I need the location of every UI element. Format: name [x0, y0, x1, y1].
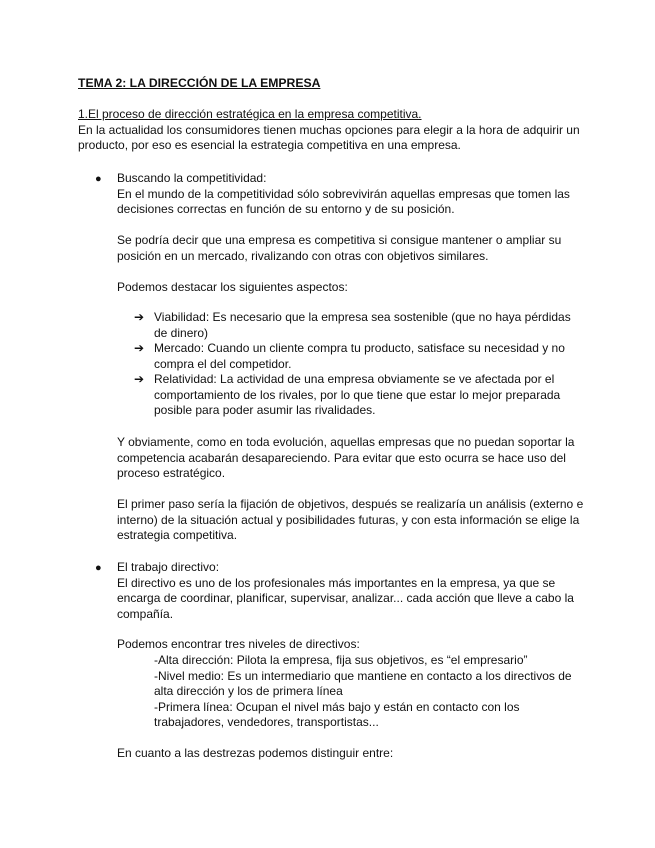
- section-1: [78, 107, 598, 154]
- bullet-trabajo-directivo: [117, 560, 587, 622]
- bullet-label: El trabajo directivo:: [117, 560, 220, 574]
- list-item: [134, 341, 574, 372]
- arrow-icon: ➔: [134, 310, 145, 324]
- list-item: -Primera línea: Ocupan el nivel más bajo y están en contacto con los trabajadores, vendedores, transportistas...: [154, 699, 520, 729]
- list-item-text: Relatividad: La actividad de una empresa obviamente se ve afectada por el comportamiento de los rivales, por lo que tiene que estar lo mejor preparada posible para poder asumir las rivalidades.: [154, 372, 561, 417]
- paragraph: Y obviamente, como en toda evolución, aquellas empresas que no puedan soportar la competencia acabarán desapareciendo. Para evitar que esto ocurra se hace uso del proceso estratégico.: [117, 435, 575, 480]
- section-heading: 1.El proceso de dirección estratégica en la empresa competitiva.: [78, 107, 422, 121]
- paragraph: El primer paso sería la fijación de objetivos, después se realizaría un análisis (externo e interno) de la situación actual y posibilidades futuras, y con esta información se elige la estrategia competitiva.: [117, 497, 584, 542]
- list-item: -Alta dirección: Pilota la empresa, fija sus objetivos, es “el empresario”: [154, 653, 528, 667]
- bullet-marker: ●: [95, 562, 102, 574]
- list-item-text: Mercado: Cuando un cliente compra tu producto, satisface su necesidad y no compra el del competidor.: [154, 341, 565, 371]
- bullet-text: El directivo es uno de los profesionales más importantes en la empresa, ya que se encarga de coordinar, planificar, supervisar, analizar... cada acción que lleve a cabo la compañía.: [117, 575, 574, 621]
- list-item: [134, 372, 574, 419]
- arrow-icon: ➔: [134, 341, 145, 355]
- page-title: TEMA 2: LA DIRECCIÓN DE LA EMPRESA: [78, 76, 321, 90]
- paragraph: Se podría decir que una empresa es competitiva si consigue mantener o ampliar su posición en un mercado, rivalizando con otras con objetivos similares.: [117, 233, 562, 263]
- list-item-text: Viabilidad: Es necesario que la empresa sea sostenible (que no haya pérdidas de dinero): [154, 310, 571, 340]
- bullet-text: En el mundo de la competitividad sólo sobrevivirán aquellas empresas que tomen las decisiones correctas en función de su entorno y de su posición.: [117, 186, 570, 216]
- list-item: -Nivel medio: Es un intermediario que mantiene en contacto a los directivos de alta dirección y los de primera línea: [154, 668, 572, 698]
- paragraph: Podemos encontrar tres niveles de directivos:: [117, 637, 360, 651]
- paragraph: En cuanto a las destrezas podemos distinguir entre:: [117, 746, 394, 760]
- bullet-label: Buscando la competitividad:: [117, 171, 267, 185]
- list-item: [134, 310, 574, 341]
- aspects-list: [134, 310, 574, 419]
- section-intro: En la actualidad los consumidores tienen muchas opciones para elegir a la hora de adquirir un producto, por eso es esencial la estrategia competitiva en una empresa.: [78, 122, 580, 152]
- paragraph: Podemos destacar los siguientes aspectos:: [117, 280, 348, 294]
- arrow-icon: ➔: [134, 372, 145, 386]
- levels-list: [154, 653, 574, 731]
- bullet-marker: ●: [95, 173, 102, 185]
- bullet-competitividad: [117, 171, 587, 218]
